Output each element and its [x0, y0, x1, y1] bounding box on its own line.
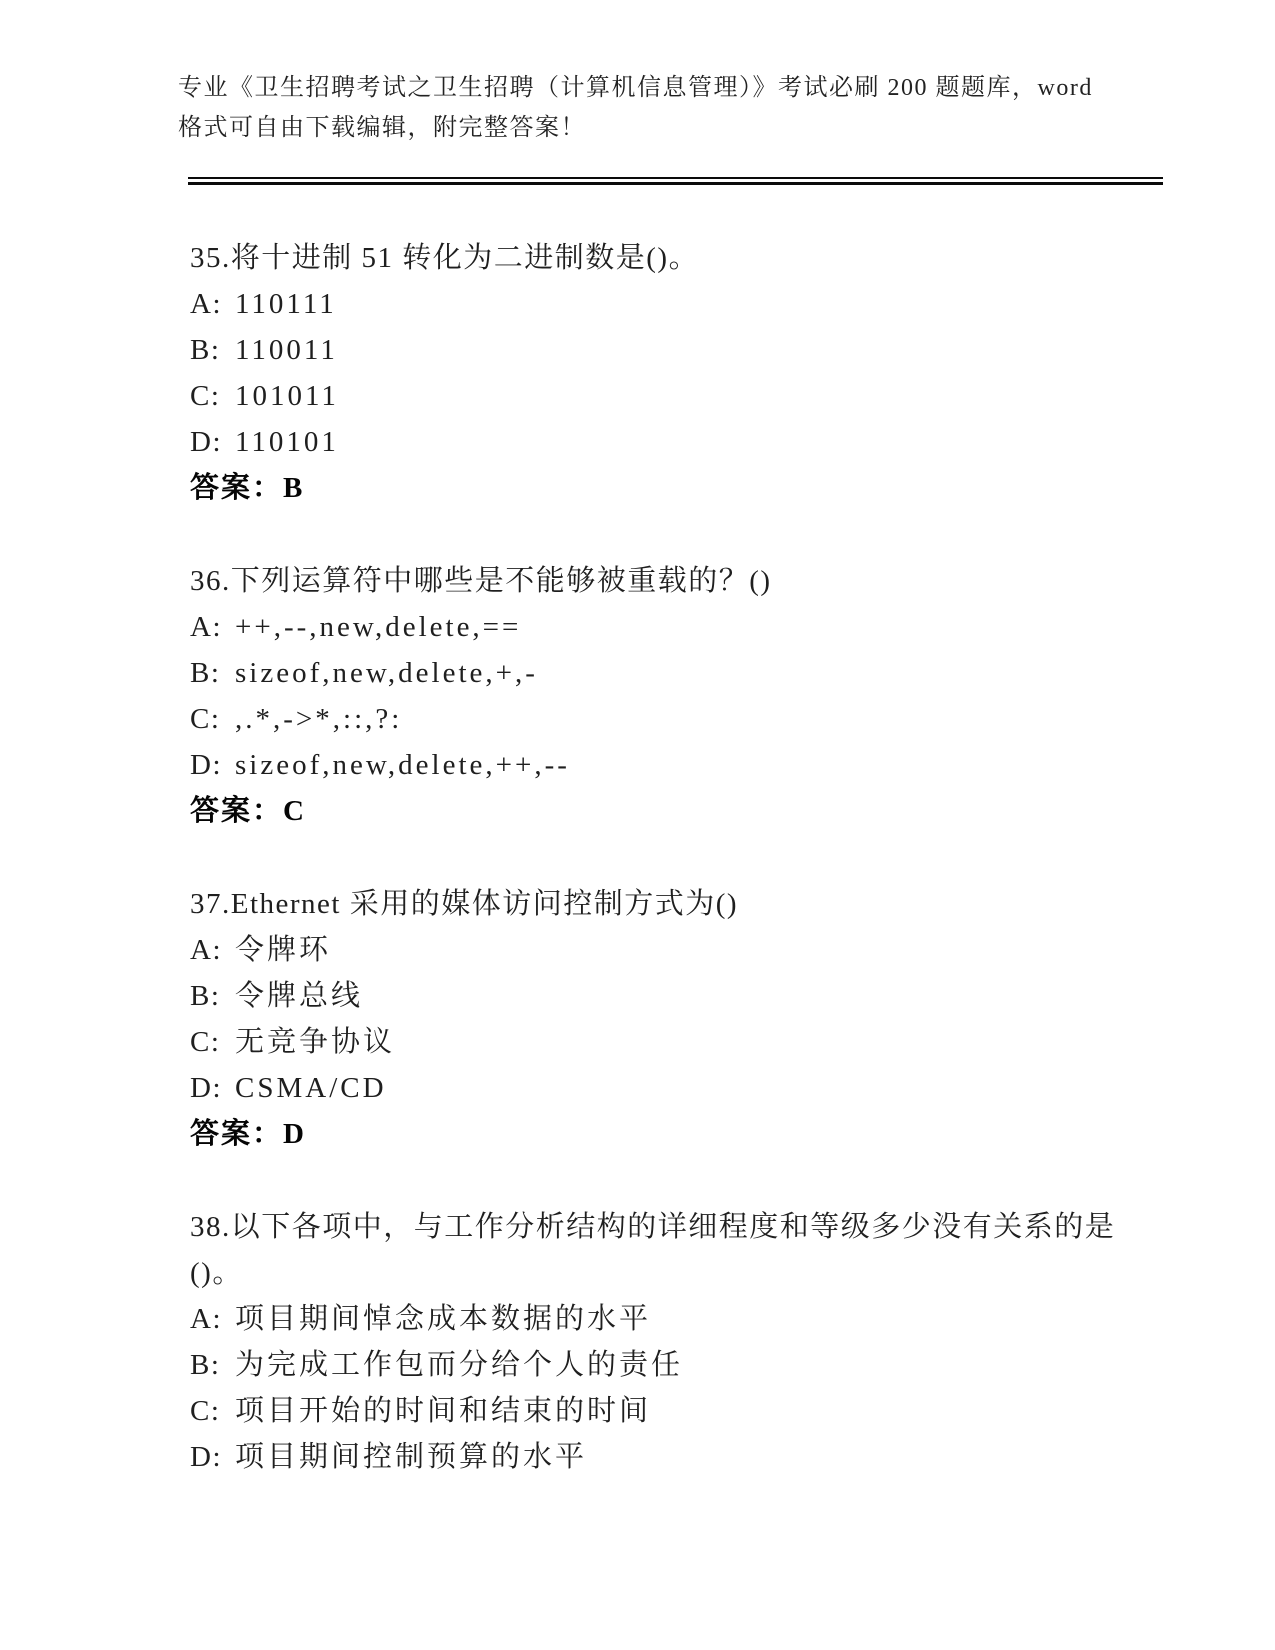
option-row [190, 973, 1165, 1019]
option-value: 110011 [235, 334, 338, 366]
option-row [190, 281, 1165, 327]
option-value: ,.*,->*,::,?: [235, 703, 403, 735]
option-row [190, 1434, 1165, 1480]
option-label: D: [190, 749, 222, 781]
option-row [190, 742, 1165, 788]
option-label: C: [190, 380, 221, 412]
option-value: 项目开始的时间和结束的时间 [235, 1395, 652, 1427]
option-label: C: [190, 1395, 221, 1427]
question-block [190, 1204, 1165, 1480]
option-label: D: [190, 1072, 222, 1104]
document-header [178, 68, 1165, 148]
answer-wrap [190, 788, 1165, 834]
option-list [190, 1296, 1165, 1480]
question-text [190, 558, 1165, 604]
option-label: A: [190, 611, 222, 643]
option-list [190, 927, 1165, 1111]
question-text [190, 235, 1165, 281]
question-block [190, 235, 1165, 511]
option-label: C: [190, 703, 221, 735]
option-label: A: [190, 934, 222, 966]
answer-text: 答案：B [190, 472, 305, 504]
question-text-line: 38.以下各项中，与工作分析结构的详细程度和等级多少没有关系的是 [190, 1211, 1116, 1243]
answer-wrap [190, 465, 1165, 511]
option-value: CSMA/CD [235, 1072, 387, 1104]
option-row [190, 696, 1165, 742]
option-label: A: [190, 1303, 222, 1335]
answer-text: 答案：D [190, 1118, 306, 1150]
option-value: 110101 [235, 426, 339, 458]
option-value: 110111 [235, 288, 337, 320]
answer-wrap [190, 1111, 1165, 1157]
option-label: C: [190, 1026, 221, 1058]
option-list [190, 281, 1165, 465]
option-label: A: [190, 288, 222, 320]
option-row [190, 373, 1165, 419]
question-text-line: 35.将十进制 51 转化为二进制数是()。 [190, 242, 700, 274]
option-value: 项目期间控制预算的水平 [235, 1441, 588, 1473]
option-value: sizeof,new,delete,+,- [235, 657, 538, 689]
option-row [190, 1065, 1165, 1111]
question-text-line: 37.Ethernet 采用的媒体访问控制方式为() [190, 888, 739, 920]
option-value: sizeof,new,delete,++,-- [235, 749, 570, 781]
option-value: 101011 [235, 380, 339, 412]
header-text-line-2: 格式可自由下载编辑，附完整答案！ [178, 115, 586, 141]
option-row [190, 1296, 1165, 1342]
question-text [190, 1204, 1165, 1296]
option-value: ++,--,new,delete,== [235, 611, 522, 643]
option-row [190, 1342, 1165, 1388]
option-value: 项目期间悼念成本数据的水平 [235, 1303, 652, 1335]
option-label: B: [190, 657, 221, 689]
header-divider-double-rule [188, 177, 1163, 185]
option-row [190, 1388, 1165, 1434]
option-list [190, 604, 1165, 788]
option-label: D: [190, 426, 222, 458]
option-label: B: [190, 980, 221, 1012]
question-block [190, 881, 1165, 1157]
option-row [190, 927, 1165, 973]
option-label: D: [190, 1441, 222, 1473]
answer-text: 答案：C [190, 795, 306, 827]
option-row [190, 604, 1165, 650]
option-label: B: [190, 334, 221, 366]
option-value: 无竞争协议 [235, 1026, 396, 1058]
question-text [190, 881, 1165, 927]
option-value: 为完成工作包而分给个人的责任 [235, 1349, 684, 1381]
option-label: B: [190, 1349, 221, 1381]
option-row [190, 419, 1165, 465]
header-text-line-1: 专业《卫生招聘考试之卫生招聘（计算机信息管理）》考试必刷 200 题题库，word [178, 75, 1093, 101]
page-content [178, 68, 1165, 1480]
question-block [190, 558, 1165, 834]
question-list [190, 235, 1165, 1480]
option-value: 令牌环 [235, 934, 332, 966]
option-row [190, 327, 1165, 373]
option-row [190, 650, 1165, 696]
option-row [190, 1019, 1165, 1065]
question-text-line: ()。 [190, 1257, 243, 1289]
option-value: 令牌总线 [235, 980, 364, 1012]
question-text-line: 36.下列运算符中哪些是不能够被重载的？() [190, 565, 772, 597]
